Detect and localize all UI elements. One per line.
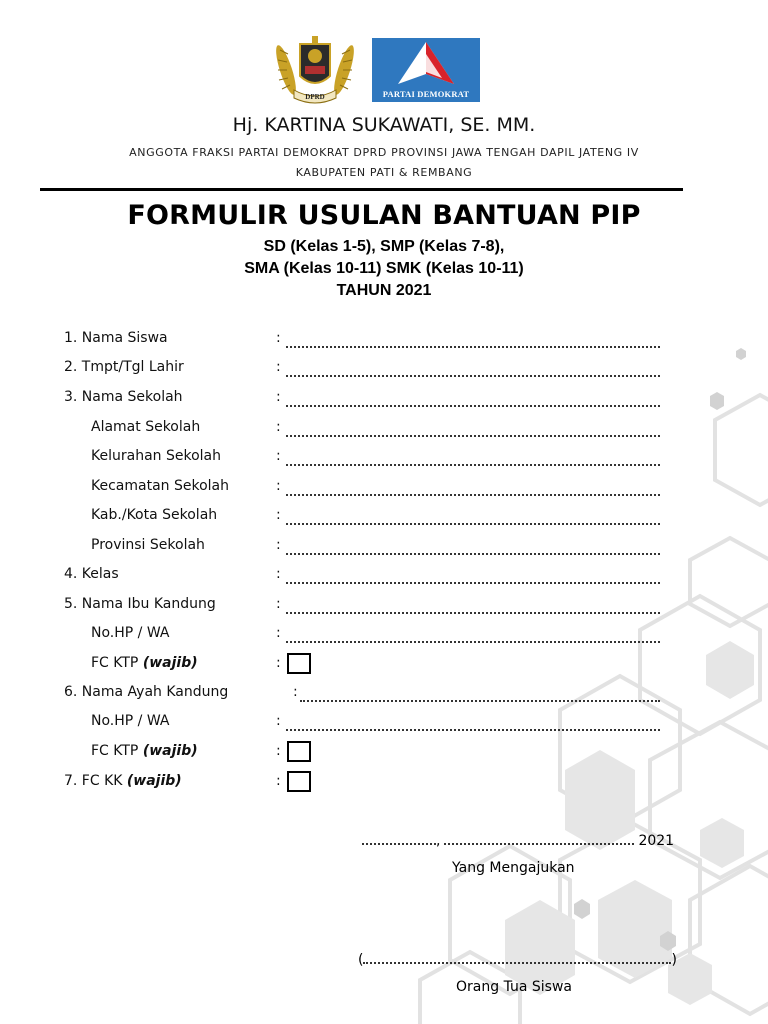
signature-year: 2021	[638, 833, 675, 849]
date-separator: ,	[436, 833, 441, 849]
colon: :	[276, 389, 281, 405]
colon: :	[276, 507, 281, 523]
colon: :	[276, 537, 281, 553]
colon: :	[276, 596, 281, 612]
open-paren: (	[358, 952, 364, 968]
field-label: Alamat Sekolah	[91, 419, 201, 435]
kab-kota-sekolah-fill-line[interactable]	[286, 507, 660, 525]
party-name-text: PARTAI DEMOKRAT	[382, 89, 470, 99]
fc-kk-checkbox[interactable]	[287, 771, 311, 792]
field-label: 6. Nama Ayah Kandung	[64, 684, 229, 700]
field-label: No.HP / WA	[91, 625, 170, 641]
field-label: 2. Tmpt/Tgl Lahir	[64, 359, 184, 375]
dprd-logo-text: DPRD	[305, 93, 325, 101]
field-label: 3. Nama Sekolah	[64, 389, 183, 405]
field-label	[91, 655, 198, 671]
header-divider	[40, 188, 683, 191]
colon: :	[276, 625, 281, 641]
field-label: Kelurahan Sekolah	[91, 448, 221, 464]
field-label: 4. Kelas	[64, 566, 119, 582]
tempat-tgl-lahir-fill-line[interactable]	[286, 359, 660, 377]
nama-ayah-fill-line[interactable]	[300, 684, 660, 702]
member-position: ANGGOTA FRAKSI PARTAI DEMOKRAT DPRD PROVINSI JAWA TENGAH DAPIL JATENG IV	[129, 146, 639, 159]
nama-ibu-fill-line[interactable]	[286, 596, 660, 614]
form-year: TAHUN 2021	[336, 282, 432, 299]
provinsi-sekolah-fill-line[interactable]	[286, 537, 660, 555]
kelurahan-sekolah-fill-line[interactable]	[286, 448, 660, 466]
colon: :	[276, 773, 281, 789]
form-title: FORMULIR USULAN BANTUAN PIP	[127, 200, 641, 231]
colon: :	[276, 713, 281, 729]
signature-fill-line[interactable]	[363, 950, 671, 964]
colon: :	[293, 684, 298, 700]
hp-ayah-fill-line[interactable]	[286, 713, 660, 731]
field-label: 5. Nama Ibu Kandung	[64, 596, 216, 612]
colon: :	[276, 330, 281, 346]
field-label	[91, 743, 198, 759]
member-name: Hj. KARTINA SUKAWATI, SE. MM.	[232, 114, 536, 136]
colon: :	[276, 655, 281, 671]
partai-demokrat-logo	[372, 38, 480, 102]
place-fill-line[interactable]	[362, 831, 436, 845]
field-label	[64, 773, 182, 789]
school-levels-line2: SMA (Kelas 10-11) SMK (Kelas 10-11)	[244, 260, 524, 277]
signature-name-line	[358, 950, 677, 968]
nama-siswa-fill-line[interactable]	[286, 330, 660, 348]
field-label: Kecamatan Sekolah	[91, 478, 229, 494]
colon: :	[276, 478, 281, 494]
parent-label: Orang Tua Siswa	[456, 979, 572, 995]
required-mark: (wajib)	[126, 773, 182, 789]
kelas-fill-line[interactable]	[286, 566, 660, 584]
fc-ktp-ibu-checkbox[interactable]	[287, 653, 311, 674]
field-label: 1. Nama Siswa	[64, 330, 168, 346]
colon: :	[276, 448, 281, 464]
required-mark: (wajib)	[142, 743, 198, 759]
colon: :	[276, 743, 281, 759]
fc-ktp-label: FC KTP	[91, 655, 139, 671]
fc-ktp-label: FC KTP	[91, 743, 139, 759]
date-fill-line[interactable]	[444, 831, 634, 845]
kecamatan-sekolah-fill-line[interactable]	[286, 478, 660, 496]
school-levels-line1: SD (Kelas 1-5), SMP (Kelas 7-8),	[263, 238, 505, 255]
colon: :	[276, 566, 281, 582]
fc-kk-label: 7. FC KK	[64, 773, 123, 789]
colon: :	[276, 419, 281, 435]
fc-ktp-ayah-checkbox[interactable]	[287, 741, 311, 762]
hp-ibu-fill-line[interactable]	[286, 625, 660, 643]
dprd-emblem-logo	[272, 32, 358, 106]
place-date-line	[362, 831, 674, 849]
electoral-district: KABUPATEN PATI & REMBANG	[295, 166, 473, 179]
alamat-sekolah-fill-line[interactable]	[286, 419, 660, 437]
field-label: No.HP / WA	[91, 713, 170, 729]
applicant-label: Yang Mengajukan	[452, 860, 575, 876]
nama-sekolah-fill-line[interactable]	[286, 389, 660, 407]
close-paren: )	[671, 952, 677, 968]
colon: :	[276, 359, 281, 375]
field-label: Provinsi Sekolah	[91, 537, 205, 553]
required-mark: (wajib)	[142, 655, 198, 671]
field-label: Kab./Kota Sekolah	[91, 507, 218, 523]
